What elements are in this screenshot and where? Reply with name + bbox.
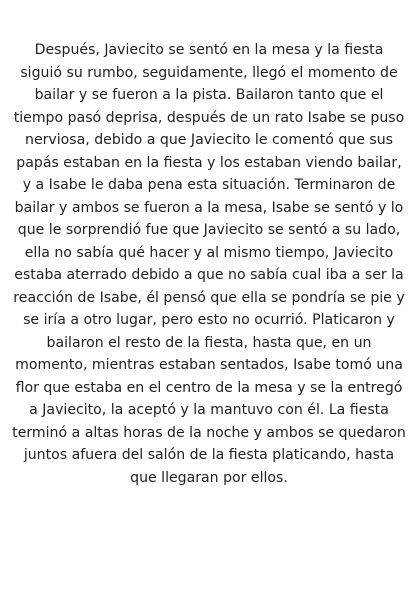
story-paragraph: Después, Javiecito se sentó en la mesa y la fiesta siguió su rumbo, seguidamente, llegó el momento de bailar y se fueron a la pista. Bailaron tanto que el tiempo pasó deprisa, después de un rato Isabe se puso nerviosa, debido a que Javiecito le comentó que sus papás estaban en la fiesta y los estaban viendo bailar, y a Isabe le daba pena esta situación. Terminaron de bailar y ambos se fueron a la mesa, Isabe se sentó y lo que le sorprendió fue que Javiecito se sentó a su lado, ella no sabía qué hacer y al mismo tiempo, Javiecito estaba aterrado debido a que no sabía cual iba a ser la reacción de Isabe, él pensó que ella se pondría se pie y se iría a otro lugar, pero esto no ocurrió. Platicaron y bailaron el resto de la fiesta, hasta que, en un momento, mientras estaban sentados, Isabe tomó una flor que estaba en el centro de la mesa y se la entregó a Javiecito, la aceptó y la mantuvo con él. La fiesta terminó a altas horas de la noche y ambos se quedaron juntos afuera del salón de la fiesta platicando, hasta que llegaran por ellos.: [12, 42, 406, 486]
